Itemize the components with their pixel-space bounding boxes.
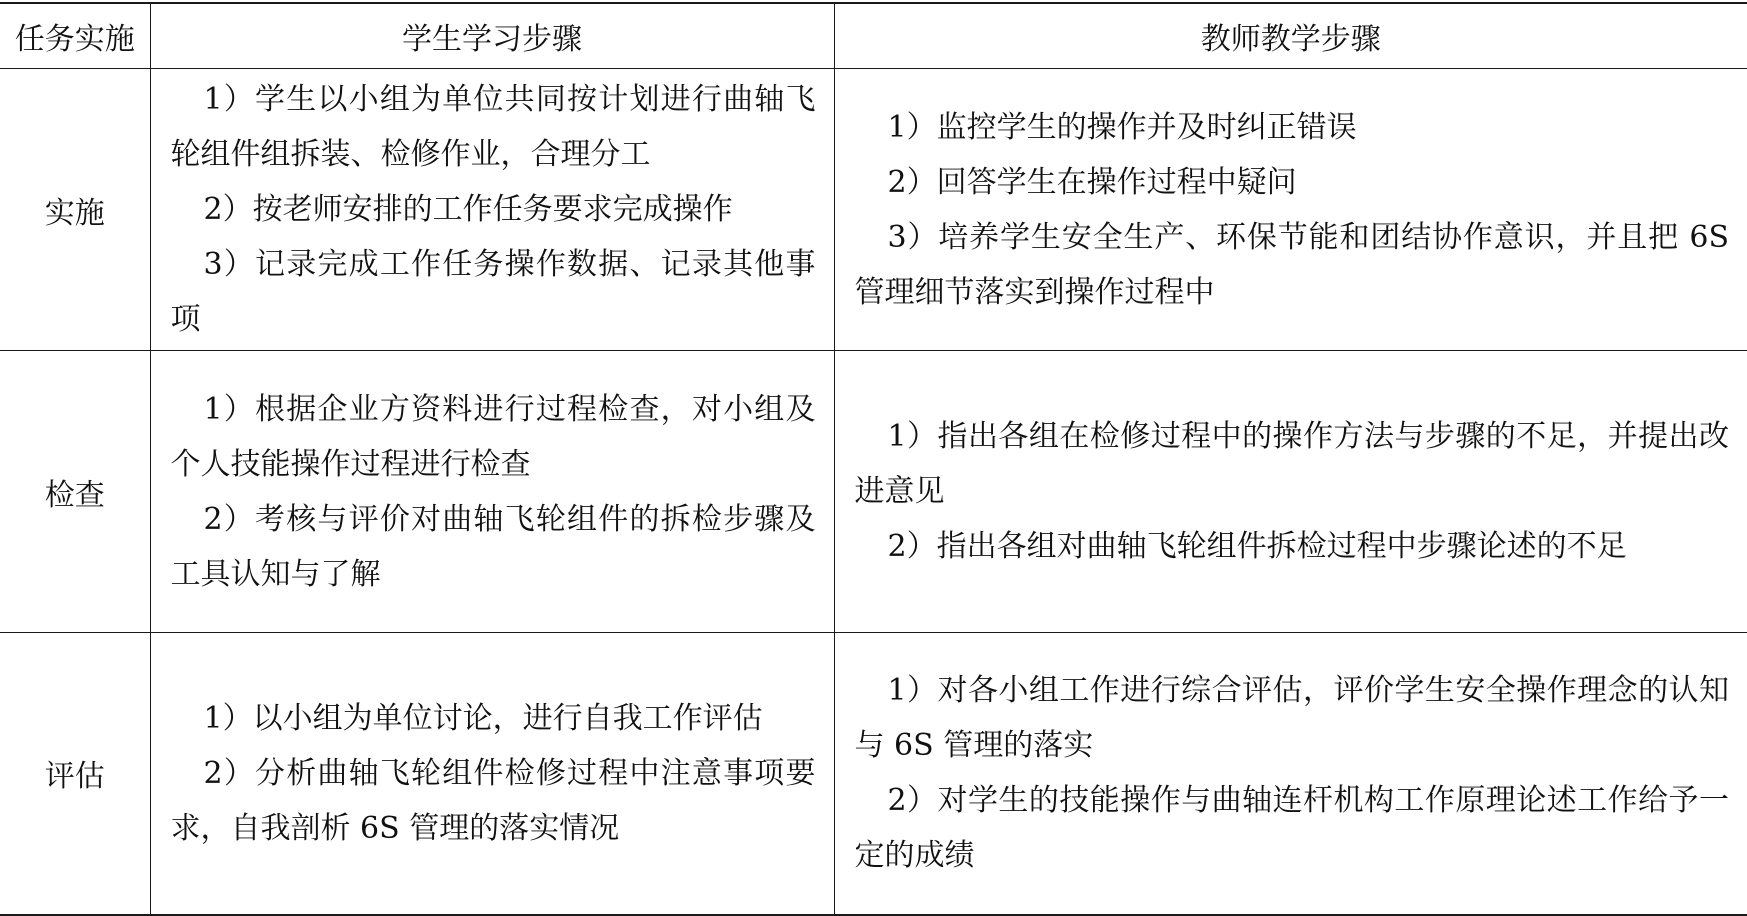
header-teacher-steps: 教师教学步骤 bbox=[834, 3, 1747, 69]
list-item: 2）对学生的技能操作与曲轴连杆机构工作原理论述工作给予一定的成绩 bbox=[854, 783, 1729, 874]
list-item: 1）学生以小组为单位共同按计划进行曲轴飞轮组件组拆装、检修作业，合理分工 bbox=[170, 82, 816, 172]
list-item: 2）分析曲轴飞轮组件检修过程中注意事项要求，自我剖析 6S 管理的落实情况 bbox=[170, 755, 816, 846]
table-row-inspection bbox=[0, 351, 1747, 633]
list-item: 2）按老师安排的工作任务要求完成操作 bbox=[203, 192, 733, 227]
header-task-stage: 任务实施 bbox=[0, 3, 150, 69]
list-item: 2）指出各组对曲轴飞轮组件拆检过程中步骤论述的不足 bbox=[887, 529, 1627, 564]
student-steps-cell bbox=[150, 633, 834, 915]
list-item: 3）培养学生安全生产、环保节能和团结协作意识，并且把 6S 管理细节落实到操作过程中 bbox=[854, 219, 1729, 310]
header-student-steps: 学生学习步骤 bbox=[150, 3, 834, 69]
teacher-steps-cell bbox=[834, 351, 1747, 633]
list-item: 1）指出各组在检修过程中的操作方法与步骤的不足，并提出改进意见 bbox=[854, 419, 1729, 509]
list-item: 1）监控学生的操作并及时纠正错误 bbox=[887, 109, 1357, 145]
header-row bbox=[0, 3, 1747, 69]
teacher-steps-cell bbox=[834, 69, 1747, 351]
list-item: 2）考核与评价对曲轴飞轮组件的拆检步骤及工具认知与了解 bbox=[170, 501, 816, 592]
list-item: 1）根据企业方资料进行过程检查，对小组及个人技能操作过程进行检查 bbox=[170, 391, 816, 482]
student-steps-cell bbox=[150, 69, 834, 351]
task-implementation-table bbox=[0, 2, 1747, 916]
list-item: 2）回答学生在操作过程中疑问 bbox=[887, 164, 1297, 200]
list-item: 3）记录完成工作任务操作数据、记录其他事项 bbox=[170, 247, 816, 337]
stage-label: 评估 bbox=[0, 633, 150, 915]
teacher-steps-cell bbox=[834, 633, 1747, 915]
student-steps-cell bbox=[150, 351, 834, 633]
table-row-implementation bbox=[0, 69, 1747, 351]
list-item: 1）对各小组工作进行综合评估，评价学生安全操作理念的认知与 6S 管理的落实 bbox=[854, 673, 1729, 764]
table-row-evaluation bbox=[0, 633, 1747, 915]
list-item: 1）以小组为单位讨论，进行自我工作评估 bbox=[203, 700, 763, 736]
stage-label: 检查 bbox=[0, 351, 150, 633]
stage-label: 实施 bbox=[0, 69, 150, 351]
